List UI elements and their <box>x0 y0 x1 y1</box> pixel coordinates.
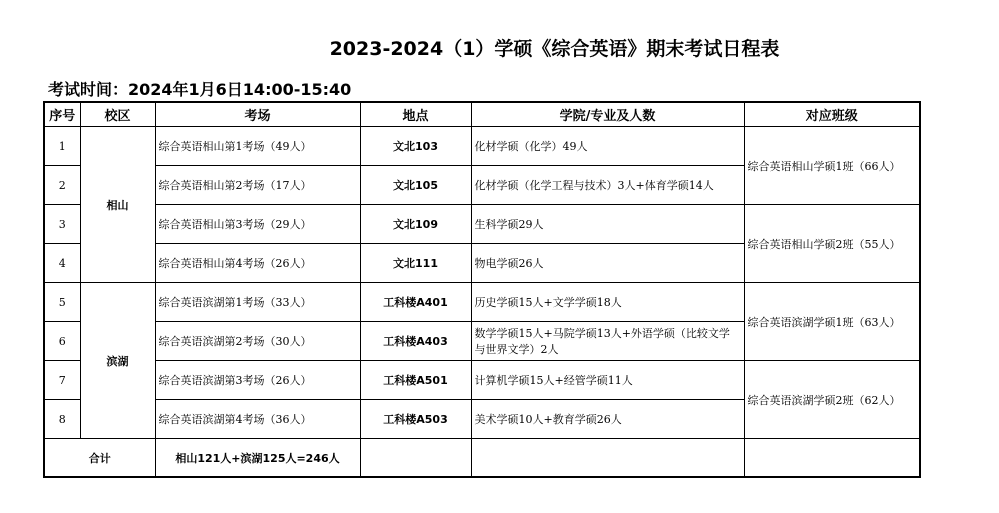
header-room: 考场 <box>155 102 360 127</box>
table-row <box>44 127 920 166</box>
exam-location: 文北105 <box>360 166 471 205</box>
table-row <box>44 283 920 322</box>
exam-location: 工科楼A401 <box>360 283 471 322</box>
row-number: 2 <box>44 166 80 205</box>
exam-room: 综合英语相山第2考场（17人） <box>155 166 360 205</box>
exam-room: 综合英语相山第3考场（29人） <box>155 205 360 244</box>
header-class: 对应班级 <box>744 102 920 127</box>
header-college: 学院/专业及人数 <box>471 102 744 127</box>
total-label: 合计 <box>44 439 155 478</box>
exam-room: 综合英语滨湖第2考场（30人） <box>155 322 360 361</box>
college-count: 化材学硕（化学工程与技术）3人+体育学硕14人 <box>471 166 744 205</box>
college-count: 生科学硕29人 <box>471 205 744 244</box>
exam-location: 工科楼A501 <box>360 361 471 400</box>
table-row <box>44 361 920 400</box>
exam-location: 工科楼A403 <box>360 322 471 361</box>
row-number: 4 <box>44 244 80 283</box>
class-cell: 综合英语滨湖学硕1班（63人） <box>744 283 920 361</box>
exam-room: 综合英语滨湖第4考场（36人） <box>155 400 360 439</box>
college-count: 美术学硕10人+教育学硕26人 <box>471 400 744 439</box>
row-number: 7 <box>44 361 80 400</box>
total-row <box>44 439 920 478</box>
exam-schedule-table <box>43 101 921 478</box>
campus-cell: 滨湖 <box>80 283 155 439</box>
total-value: 相山121人+滨湖125人=246人 <box>155 439 360 478</box>
class-cell: 综合英语相山学硕1班（66人） <box>744 127 920 205</box>
class-cell: 综合英语相山学硕2班（55人） <box>744 205 920 283</box>
exam-location: 文北109 <box>360 205 471 244</box>
exam-room: 综合英语滨湖第1考场（33人） <box>155 283 360 322</box>
empty-cell <box>360 439 471 478</box>
exam-time: 考试时间：2024年1月6日14:00-15:40 <box>48 80 352 99</box>
class-cell: 综合英语滨湖学硕2班（62人） <box>744 361 920 439</box>
header-location: 地点 <box>360 102 471 127</box>
exam-location: 工科楼A503 <box>360 400 471 439</box>
row-number: 8 <box>44 400 80 439</box>
empty-cell <box>471 439 744 478</box>
document-title: 2023-2024（1）学硕《综合英语》期末考试日程表 <box>329 38 780 60</box>
exam-room: 综合英语相山第4考场（26人） <box>155 244 360 283</box>
exam-location: 文北103 <box>360 127 471 166</box>
exam-room: 综合英语相山第1考场（49人） <box>155 127 360 166</box>
table-row <box>44 205 920 244</box>
exam-location: 文北111 <box>360 244 471 283</box>
row-number: 3 <box>44 205 80 244</box>
college-count: 物电学硕26人 <box>471 244 744 283</box>
row-number: 1 <box>44 127 80 166</box>
row-number: 5 <box>44 283 80 322</box>
college-count: 计算机学硕15人+经管学硕11人 <box>471 361 744 400</box>
header-no: 序号 <box>44 102 80 127</box>
college-count: 历史学硕15人+文学学硕18人 <box>471 283 744 322</box>
header-row <box>44 102 920 127</box>
college-count: 化材学硕（化学）49人 <box>471 127 744 166</box>
campus-cell: 相山 <box>80 127 155 283</box>
college-count: 数学学硕15人+马院学硕13人+外语学硕（比较文学与世界文学）2人 <box>471 322 744 361</box>
empty-cell <box>744 439 920 478</box>
header-campus: 校区 <box>80 102 155 127</box>
exam-room: 综合英语滨湖第3考场（26人） <box>155 361 360 400</box>
row-number: 6 <box>44 322 80 361</box>
